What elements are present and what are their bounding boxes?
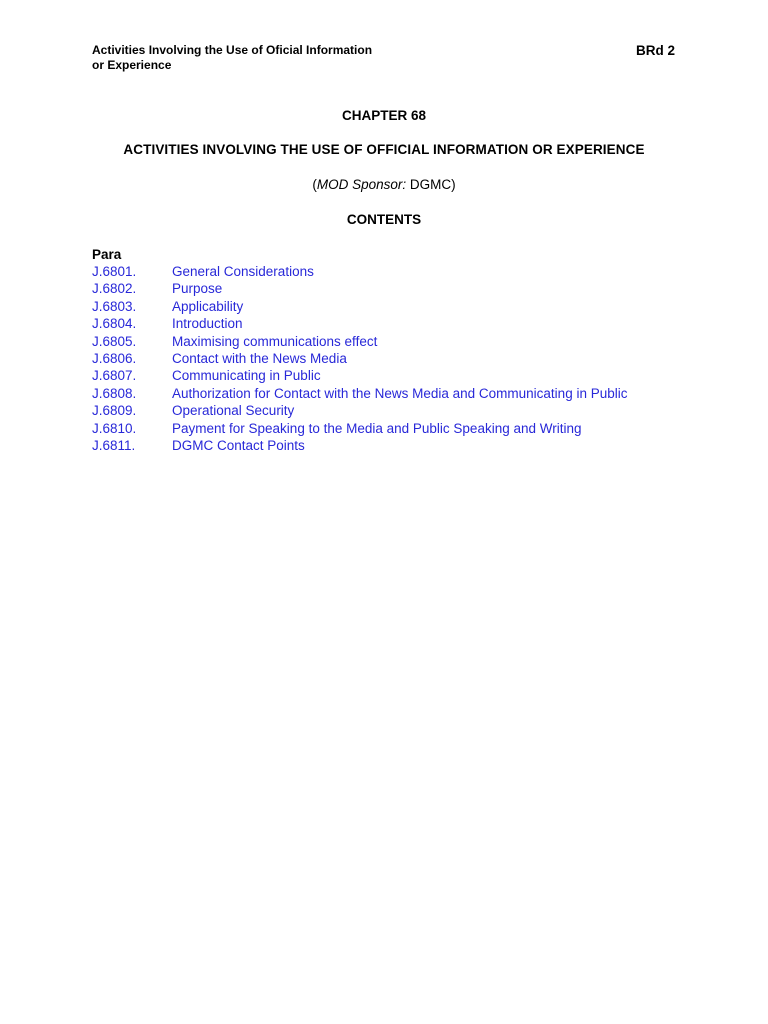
para-column-header: Para: [92, 247, 122, 262]
contents-item-number: J.6802.: [92, 281, 137, 297]
sponsor-value: DGMC): [406, 177, 456, 192]
chapter-number: CHAPTER 68: [341, 108, 427, 123]
contents-item-number: J.6801.: [92, 264, 137, 279]
running-header: [92, 43, 676, 77]
contents-link-j6805[interactable]: [92, 333, 692, 350]
sponsor-label: MOD Sponsor:: [316, 177, 407, 192]
contents-item-title: Operational Security: [172, 403, 295, 419]
contents-item-title: Maximising communications effect: [172, 333, 378, 349]
contents-item-title: DGMC Contact Points: [172, 437, 305, 453]
running-header-title-line-1: Activities Involving the Use of Oficial Information: [92, 43, 373, 57]
contents-link-j6809[interactable]: [92, 402, 692, 419]
contents-link-j6806[interactable]: [92, 350, 692, 367]
contents-link-j6804[interactable]: [92, 315, 692, 332]
contents-item-title: Applicability: [172, 298, 244, 314]
contents-item-number: J.6805.: [92, 333, 137, 349]
contents-title: CONTENTS: [346, 212, 422, 227]
contents-item-title: Introduction: [172, 316, 243, 332]
contents-link-j6803[interactable]: [92, 298, 692, 315]
contents-item-number: J.6804.: [92, 316, 137, 332]
document-code: BRd 2: [635, 43, 675, 58]
contents-link-j6802[interactable]: [92, 280, 692, 297]
sponsor-open-paren: (: [312, 177, 317, 192]
contents-item-number: J.6810.: [92, 420, 137, 436]
contents-link-j6801[interactable]: [92, 263, 692, 280]
running-header-title: [92, 43, 422, 73]
contents-item-number: J.6808.: [92, 385, 137, 401]
contents-item-number: J.6803.: [92, 298, 137, 314]
contents-item-number: J.6807.: [92, 368, 137, 384]
contents-item-title: General Considerations: [172, 264, 314, 279]
contents-link-j6808[interactable]: [92, 385, 692, 402]
sponsor-line: [0, 177, 768, 193]
contents-link-j6810[interactable]: [92, 420, 692, 437]
contents-item-number: J.6806.: [92, 350, 137, 366]
chapter-heading: ACTIVITIES INVOLVING THE USE OF OFFICIAL INFORMATION OR EXPERIENCE: [123, 142, 645, 157]
contents-item-title: Payment for Speaking to the Media and Public Speaking and Writing: [172, 420, 582, 436]
contents-item-number: J.6809.: [92, 403, 137, 419]
contents-link-j6811[interactable]: [92, 437, 692, 454]
contents-list: [92, 263, 692, 454]
running-header-title-line-2: or Experience: [92, 58, 172, 72]
contents-item-title: Purpose: [172, 281, 223, 297]
contents-item-title: Communicating in Public: [172, 368, 321, 384]
contents-item-number: J.6811.: [92, 437, 136, 453]
contents-item-title: Contact with the News Media: [172, 350, 347, 366]
contents-link-j6807[interactable]: [92, 367, 692, 384]
contents-item-title: Authorization for Contact with the News Media and Communicating in Public: [172, 385, 628, 401]
